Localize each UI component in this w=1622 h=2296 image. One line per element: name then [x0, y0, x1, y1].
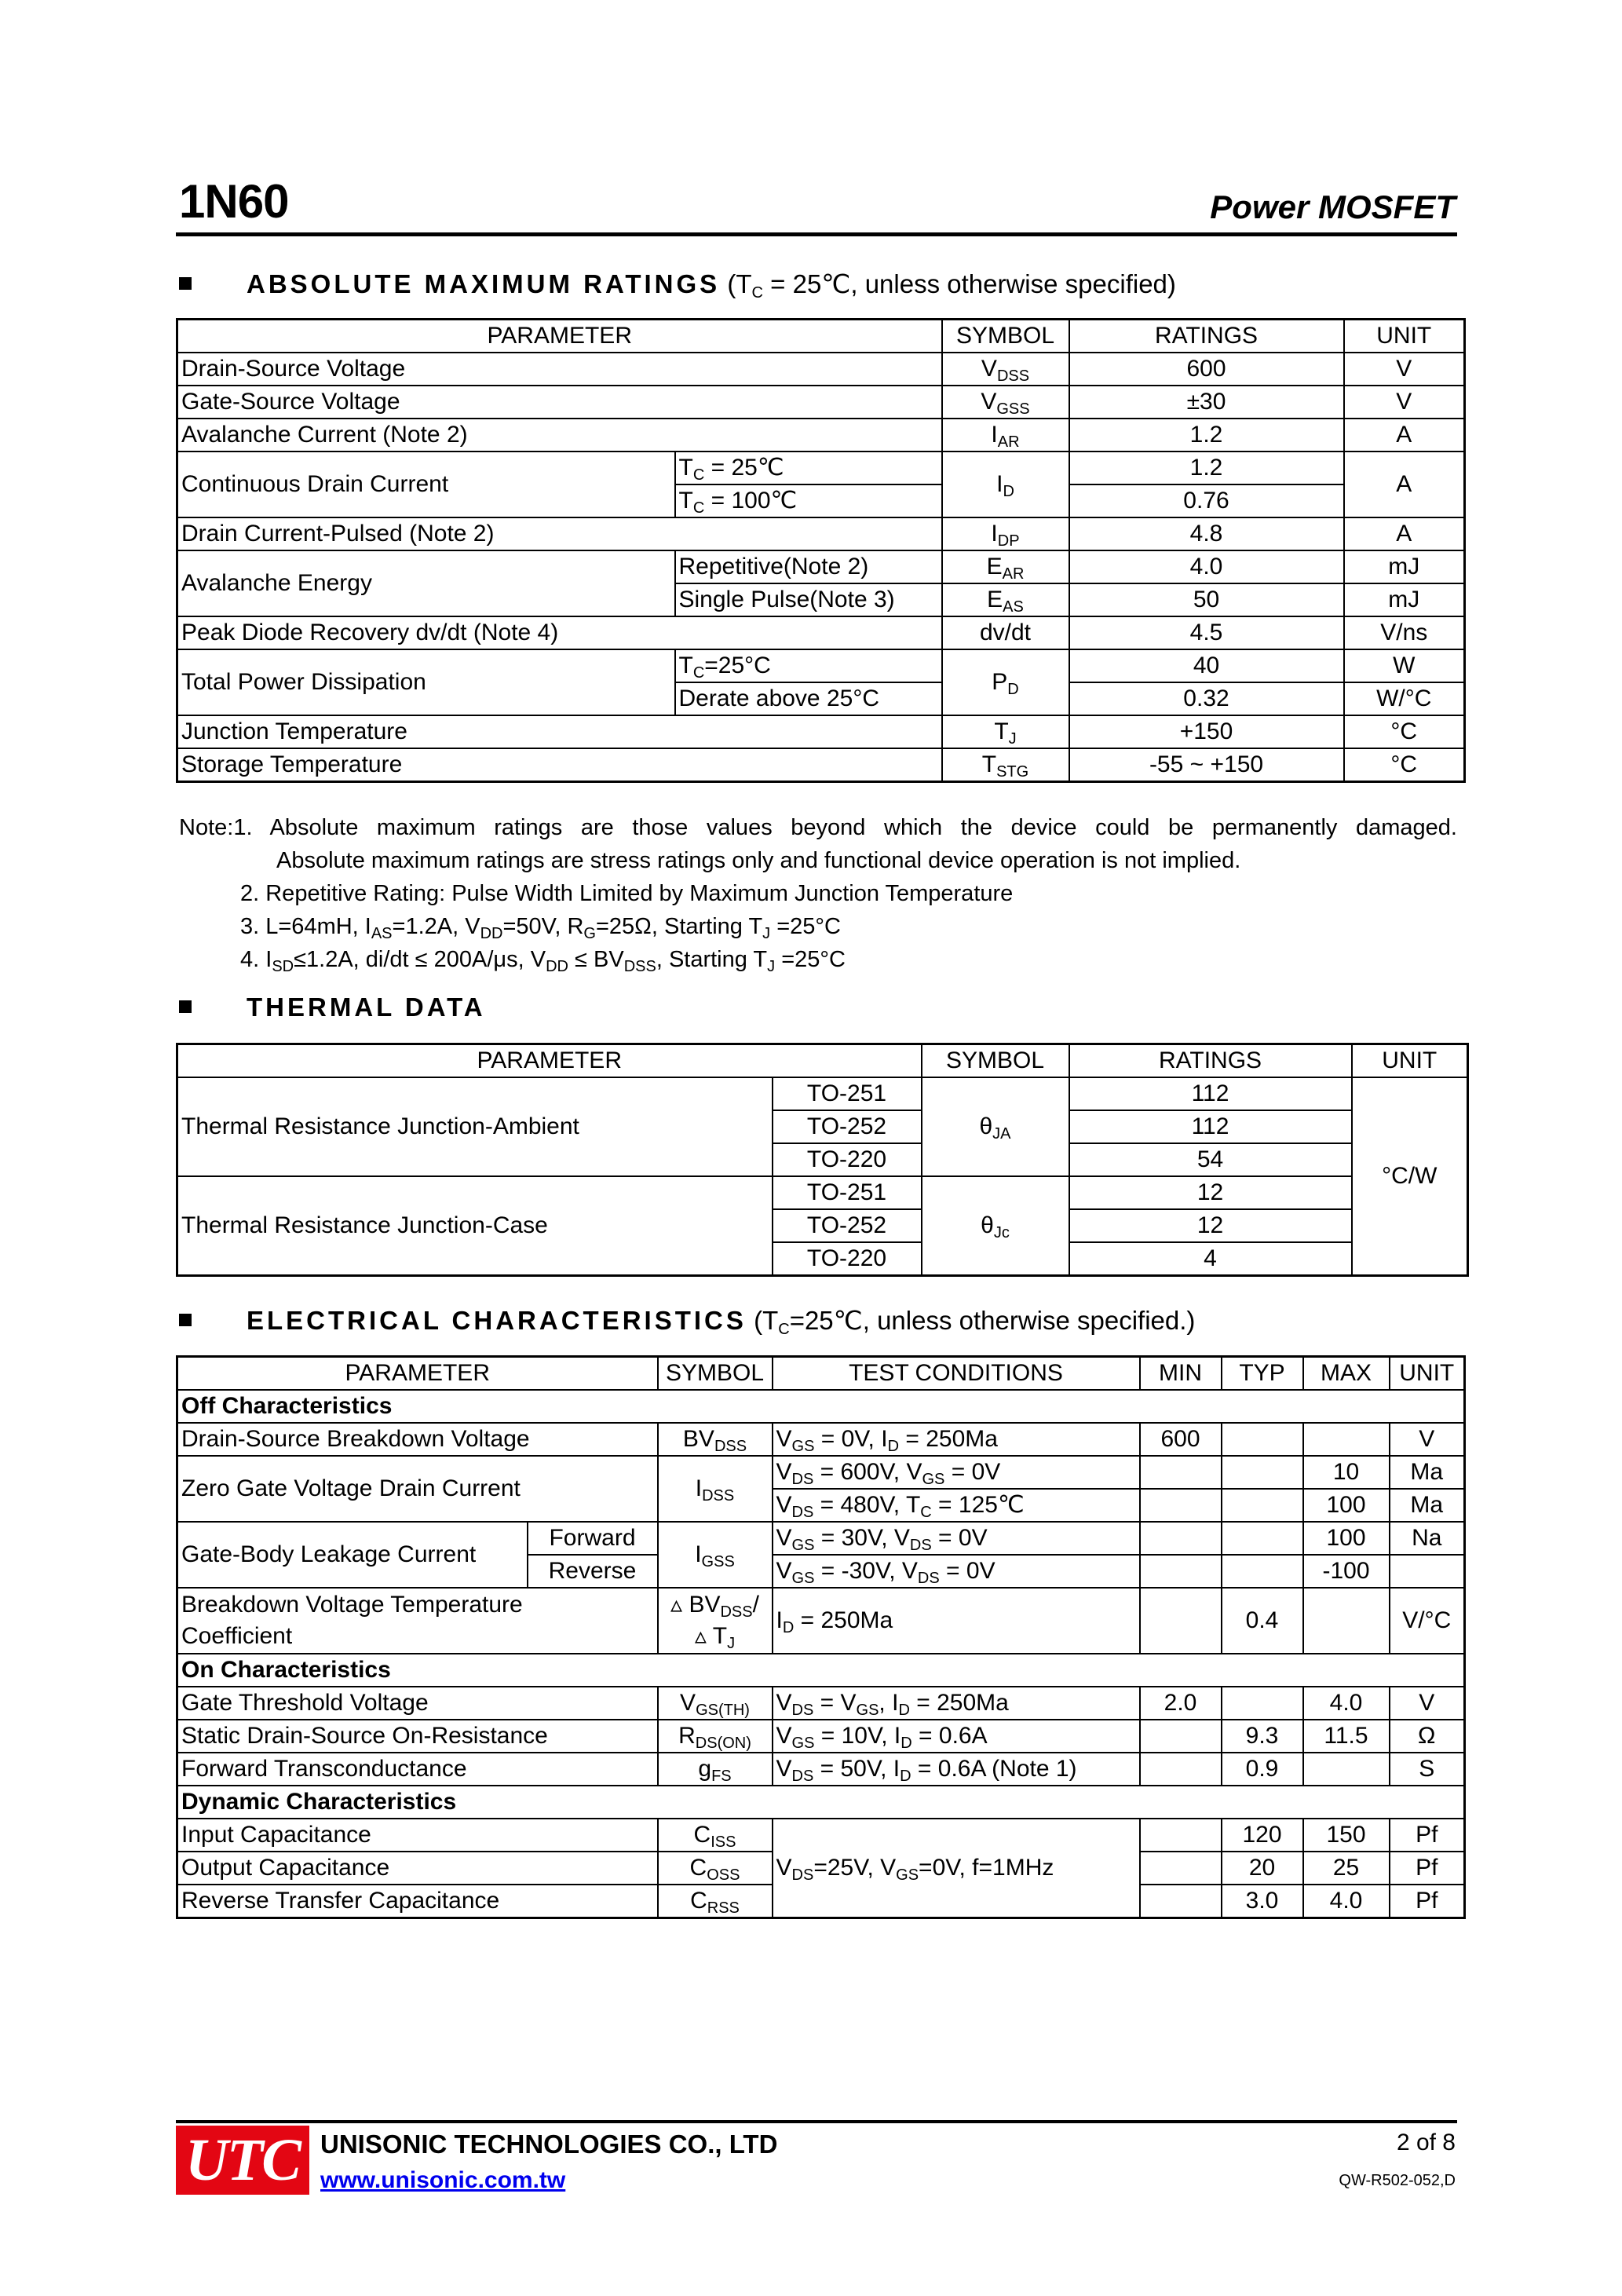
condition-cell: $V_{DS} = V_{GS}$, $I_D = 250Ma$ — [773, 1687, 1140, 1720]
min-cell — [1140, 1819, 1222, 1852]
symbol-cell: $BV_{DSS}$ — [658, 1423, 773, 1456]
param-cell: Thermal Resistance Junction-Ambient — [177, 1077, 773, 1176]
condition-cell: $V_{GS} = -30V$, $V_{DS} = 0V$ — [773, 1555, 1140, 1588]
condition-cell: $V_{GS} = 30V$, $V_{DS} = 0V$ — [773, 1522, 1140, 1555]
product-type: Power MOSFET — [1210, 188, 1456, 225]
typ-cell — [1222, 1423, 1303, 1456]
utc-logo: UTC — [176, 2126, 309, 2195]
symbol-cell: dv/dt — [942, 616, 1069, 649]
thermal-table — [176, 1043, 1469, 1277]
min-cell: 600 — [1140, 1423, 1222, 1456]
header-cell: RATINGS — [1069, 320, 1344, 353]
package-cell: TO-252 — [773, 1209, 922, 1242]
unit-cell: °C/W — [1352, 1077, 1468, 1276]
typ-cell: 120 — [1222, 1819, 1303, 1852]
part-number: 1N60 — [179, 175, 289, 228]
symbol-cell: $T_J$ — [942, 715, 1069, 748]
typ-cell — [1222, 1456, 1303, 1489]
symbol-cell: $V_{GS(TH)}$ — [658, 1687, 773, 1720]
section-row — [177, 1390, 1465, 1423]
header-cell: PARAMETER — [177, 1357, 658, 1391]
param-cell: Forward Transconductance — [177, 1753, 658, 1786]
symbol-cell: $C_{RSS}$ — [658, 1885, 773, 1918]
rating-cell: 600 — [1069, 353, 1344, 386]
symbol-cell: $E_{AS}$ — [942, 583, 1069, 616]
table-row — [177, 386, 1465, 419]
note-2: 2. Repetitive Rating: Pulse Width Limited by Maximum Junction Temperature — [240, 881, 1014, 906]
table-row — [177, 649, 1465, 682]
section-row — [177, 1654, 1465, 1687]
header-cell: UNIT — [1352, 1044, 1468, 1078]
typ-cell — [1222, 1489, 1303, 1522]
table-row — [177, 1753, 1465, 1786]
min-cell — [1140, 1456, 1222, 1489]
symbol-cell: $P_D$ — [942, 649, 1069, 715]
symbol-cell: $V_{GSS}$ — [942, 386, 1069, 419]
param-cell: Junction Temperature — [177, 715, 942, 748]
unit-cell: V — [1344, 353, 1465, 386]
param-cell: Avalanche Energy — [177, 550, 675, 616]
table-row — [177, 1819, 1465, 1852]
param-cell: Drain Current-Pulsed (Note 2) — [177, 517, 942, 550]
unit-cell: A — [1344, 419, 1465, 452]
symbol-cell: $g_{FS}$ — [658, 1753, 773, 1786]
package-cell: TO-220 — [773, 1143, 922, 1176]
condition-cell: $I_D = 250Ma$ — [773, 1588, 1140, 1654]
electrical-condition: ($T_C=25℃$, unless otherwise specified.) — [754, 1306, 1196, 1338]
param-cell: Reverse Transfer Capacitance — [177, 1885, 658, 1918]
header-cell: PARAMETER — [177, 320, 942, 353]
param-cell — [177, 1588, 658, 1654]
unit-cell: Ma — [1390, 1456, 1465, 1489]
max-cell: 100 — [1303, 1489, 1390, 1522]
unit-cell: Ma — [1390, 1489, 1465, 1522]
table-row — [177, 1720, 1465, 1753]
symbol-cell: $I_{AR}$ — [942, 419, 1069, 452]
table-row — [177, 353, 1465, 386]
header-cell: MAX — [1303, 1357, 1390, 1391]
symbol-cell: $T_{STG}$ — [942, 748, 1069, 782]
package-cell: TO-220 — [773, 1242, 922, 1276]
header-cell: MIN — [1140, 1357, 1222, 1391]
unit-cell: V — [1344, 386, 1465, 419]
rating-cell: 0.32 — [1069, 682, 1344, 715]
symbol-cell: $\theta_{JA}$ — [922, 1077, 1069, 1176]
symbol-line: ▵ $T_J$ — [694, 1623, 736, 1652]
rating-cell: 40 — [1069, 649, 1344, 682]
unit-cell: V/ns — [1344, 616, 1465, 649]
symbol-cell: $V_{DSS}$ — [942, 353, 1069, 386]
param-cell: Avalanche Current (Note 2) — [177, 419, 942, 452]
table-row — [177, 1687, 1465, 1720]
header-divider — [176, 232, 1457, 236]
subparam-cell: Forward — [528, 1522, 658, 1555]
table-row — [177, 452, 1465, 484]
rating-cell: 1.2 — [1069, 452, 1344, 484]
typ-cell: 0.9 — [1222, 1753, 1303, 1786]
symbol-cell: $I_{GSS}$ — [658, 1522, 773, 1588]
condition-cell: $T_C$ = 100℃ — [675, 484, 942, 517]
unit-cell: V — [1390, 1687, 1465, 1720]
condition-cell: $V_{DS} = 50V$, $I_D = 0.6A$ (Note 1) — [773, 1753, 1140, 1786]
table-row — [177, 517, 1465, 550]
max-cell: 10 — [1303, 1456, 1390, 1489]
condition-cell: $T_C$ = 25℃ — [675, 452, 942, 484]
unit-cell: S — [1390, 1753, 1465, 1786]
param-line: Coefficient — [181, 1623, 293, 1649]
param-cell: Total Power Dissipation — [177, 649, 675, 715]
table-row — [177, 1588, 1465, 1654]
abs-max-heading — [179, 269, 1176, 302]
condition-cell: $V_{DS} = 600V$, $V_{GS} = 0V$ — [773, 1456, 1140, 1489]
min-cell: 2.0 — [1140, 1687, 1222, 1720]
symbol-cell: $I_D$ — [942, 452, 1069, 517]
thermal-title: THERMAL DATA — [247, 993, 486, 1022]
table-header-row — [177, 320, 1465, 353]
rating-cell: 12 — [1069, 1209, 1352, 1242]
abs-max-title: ABSOLUTE MAXIMUM RATINGS — [247, 269, 721, 298]
typ-cell: 20 — [1222, 1852, 1303, 1885]
unit-cell: W — [1344, 649, 1465, 682]
unit-cell: Ω — [1390, 1720, 1465, 1753]
package-cell: TO-251 — [773, 1077, 922, 1110]
header-cell: RATINGS — [1069, 1044, 1352, 1078]
condition-cell: $V_{GS} = 0V$, $I_D = 250Ma$ — [773, 1423, 1140, 1456]
param-cell: Gate Threshold Voltage — [177, 1687, 658, 1720]
table-row — [177, 1077, 1468, 1110]
rating-cell: 12 — [1069, 1176, 1352, 1209]
header-cell: SYMBOL — [922, 1044, 1069, 1078]
param-cell: Static Drain-Source On-Resistance — [177, 1720, 658, 1753]
unit-cell: V/°C — [1390, 1588, 1465, 1654]
unit-cell: Pf — [1390, 1852, 1465, 1885]
note-4: 4. $I_{SD}\le 1.2A$, di/dt ≤ 200A/μs, $V_{DD} \le BV_{DSS}$, Starting $T_J =25^\circ C$ — [240, 947, 846, 975]
condition-cell: $V_{DS} = 480V$, $T_C$ = 125℃ — [773, 1489, 1140, 1522]
abs-max-condition: ($T_C$ = 25℃, unless otherwise specified) — [727, 269, 1176, 302]
min-cell — [1140, 1489, 1222, 1522]
typ-cell: 3.0 — [1222, 1885, 1303, 1918]
max-cell — [1303, 1588, 1390, 1654]
rating-cell: 54 — [1069, 1143, 1352, 1176]
unit-cell: V — [1390, 1423, 1465, 1456]
table-header-row — [177, 1044, 1468, 1078]
package-cell: TO-252 — [773, 1110, 922, 1143]
typ-cell — [1222, 1687, 1303, 1720]
param-cell: Gate-Source Voltage — [177, 386, 942, 419]
min-cell — [1140, 1753, 1222, 1786]
param-cell: Peak Diode Recovery dv/dt (Note 4) — [177, 616, 942, 649]
symbol-cell: $I_{DP}$ — [942, 517, 1069, 550]
typ-cell: 0.4 — [1222, 1588, 1303, 1654]
rating-cell: +150 — [1069, 715, 1344, 748]
condition-cell: $V_{DS}=25V$, $V_{GS}=0V$, f=1MHz — [773, 1819, 1140, 1918]
unit-cell: Na — [1390, 1522, 1465, 1555]
table-row — [177, 1522, 1465, 1555]
unit-cell: Pf — [1390, 1819, 1465, 1852]
company-name: UNISONIC TECHNOLOGIES CO., LTD — [320, 2130, 778, 2159]
rating-cell: 4.5 — [1069, 616, 1344, 649]
symbol-cell — [658, 1588, 773, 1654]
bullet-icon — [179, 1000, 192, 1013]
max-cell: 25 — [1303, 1852, 1390, 1885]
table-row — [177, 715, 1465, 748]
param-cell: Zero Gate Voltage Drain Current — [177, 1456, 658, 1522]
table-header-row — [177, 1357, 1465, 1391]
typ-cell: 9.3 — [1222, 1720, 1303, 1753]
unit-cell: mJ — [1344, 583, 1465, 616]
param-cell: Continuous Drain Current — [177, 452, 675, 517]
package-cell: TO-251 — [773, 1176, 922, 1209]
section-label: On Characteristics — [177, 1654, 1465, 1687]
rating-cell: ±30 — [1069, 386, 1344, 419]
rating-cell: -55 ~ +150 — [1069, 748, 1344, 782]
param-cell: Gate-Body Leakage Current — [177, 1522, 528, 1588]
section-row — [177, 1786, 1465, 1819]
condition-cell: Repetitive(Note 2) — [675, 550, 942, 583]
min-cell — [1140, 1555, 1222, 1588]
typ-cell — [1222, 1555, 1303, 1588]
table-row — [177, 419, 1465, 452]
param-cell: Storage Temperature — [177, 748, 942, 782]
unit-cell: °C — [1344, 748, 1465, 782]
symbol-cell: $\theta_{Jc}$ — [922, 1176, 1069, 1276]
condition-cell: Single Pulse(Note 3) — [675, 583, 942, 616]
unit-cell: Pf — [1390, 1885, 1465, 1918]
header-cell: TYP — [1222, 1357, 1303, 1391]
bullet-icon — [179, 277, 192, 290]
electrical-table — [176, 1355, 1466, 1919]
table-row — [177, 550, 1465, 583]
electrical-heading — [179, 1305, 1195, 1336]
rating-cell: 4 — [1069, 1242, 1352, 1276]
max-cell: 11.5 — [1303, 1720, 1390, 1753]
typ-cell — [1222, 1522, 1303, 1555]
header-cell: UNIT — [1344, 320, 1465, 353]
footer-divider — [176, 2120, 1457, 2123]
unit-cell: W/°C — [1344, 682, 1465, 715]
section-label: Dynamic Characteristics — [177, 1786, 1465, 1819]
note-1a: Note:1. Absolute maximum ratings are those values beyond which the device could be permanently damaged. — [179, 815, 1457, 840]
max-cell: -100 — [1303, 1555, 1390, 1588]
param-line: Breakdown Voltage Temperature — [181, 1592, 523, 1618]
max-cell — [1303, 1423, 1390, 1456]
unit-cell: mJ — [1344, 550, 1465, 583]
table-row — [177, 1456, 1465, 1489]
unit-cell: A — [1344, 517, 1465, 550]
table-row — [177, 748, 1465, 782]
condition-cell: $V_{GS} = 10V$, $I_D = 0.6A$ — [773, 1720, 1140, 1753]
param-cell: Thermal Resistance Junction-Case — [177, 1176, 773, 1276]
rating-cell: 1.2 — [1069, 419, 1344, 452]
header-cell: PARAMETER — [177, 1044, 922, 1078]
header-cell: SYMBOL — [658, 1357, 773, 1391]
min-cell — [1140, 1588, 1222, 1654]
symbol-cell: $C_{OSS}$ — [658, 1852, 773, 1885]
rating-cell: 0.76 — [1069, 484, 1344, 517]
param-cell: Output Capacitance — [177, 1852, 658, 1885]
table-row — [177, 1423, 1465, 1456]
electrical-title: ELECTRICAL CHARACTERISTICS — [247, 1306, 747, 1335]
rating-cell: 4.0 — [1069, 550, 1344, 583]
min-cell — [1140, 1522, 1222, 1555]
subparam-cell: Reverse — [528, 1555, 658, 1588]
symbol-line: ▵ $BV_{DSS}/$ — [670, 1592, 759, 1621]
min-cell — [1140, 1852, 1222, 1885]
min-cell — [1140, 1885, 1222, 1918]
max-cell — [1303, 1753, 1390, 1786]
param-cell: Input Capacitance — [177, 1819, 658, 1852]
min-cell — [1140, 1720, 1222, 1753]
symbol-cell: $R_{DS(ON)}$ — [658, 1720, 773, 1753]
rating-cell: 50 — [1069, 583, 1344, 616]
symbol-cell: $E_{AR}$ — [942, 550, 1069, 583]
header-cell: UNIT — [1390, 1357, 1465, 1391]
section-label: Off Characteristics — [177, 1390, 1465, 1423]
condition-cell: Derate above 25°C — [675, 682, 942, 715]
max-cell: 150 — [1303, 1819, 1390, 1852]
note-3: 3. L=64mH, $I_{AS}=1.2A$, $V_{DD}=50V$, $R_G=25\Omega$, Starting $T_J =25^\circ C$ — [240, 914, 841, 942]
abs-max-table — [176, 318, 1466, 783]
param-cell: Drain-Source Voltage — [177, 353, 942, 386]
symbol-cell: $C_{ISS}$ — [658, 1819, 773, 1852]
rating-cell: 112 — [1069, 1077, 1352, 1110]
thermal-heading — [179, 993, 486, 1022]
rating-cell: 112 — [1069, 1110, 1352, 1143]
website-link[interactable]: www.unisonic.com.tw — [320, 2167, 566, 2193]
note-1b: Absolute maximum ratings are stress ratings only and functional device operation is not implied. — [276, 848, 1241, 873]
page-number: 2 of 8 — [1396, 2130, 1456, 2155]
rating-cell: 4.8 — [1069, 517, 1344, 550]
bullet-icon — [179, 1314, 192, 1326]
unit-cell — [1390, 1555, 1465, 1588]
condition-cell: $T_C=25^\circ C$ — [675, 649, 942, 682]
header-cell: TEST CONDITIONS — [773, 1357, 1140, 1391]
max-cell: 4.0 — [1303, 1885, 1390, 1918]
table-row — [177, 616, 1465, 649]
max-cell: 4.0 — [1303, 1687, 1390, 1720]
header-cell: SYMBOL — [942, 320, 1069, 353]
param-cell: Drain-Source Breakdown Voltage — [177, 1423, 658, 1456]
unit-cell: A — [1344, 452, 1465, 517]
max-cell: 100 — [1303, 1522, 1390, 1555]
symbol-cell: $I_{DSS}$ — [658, 1456, 773, 1522]
table-row — [177, 1176, 1468, 1209]
document-number: QW-R502-052,D — [1339, 2172, 1456, 2189]
unit-cell: °C — [1344, 715, 1465, 748]
